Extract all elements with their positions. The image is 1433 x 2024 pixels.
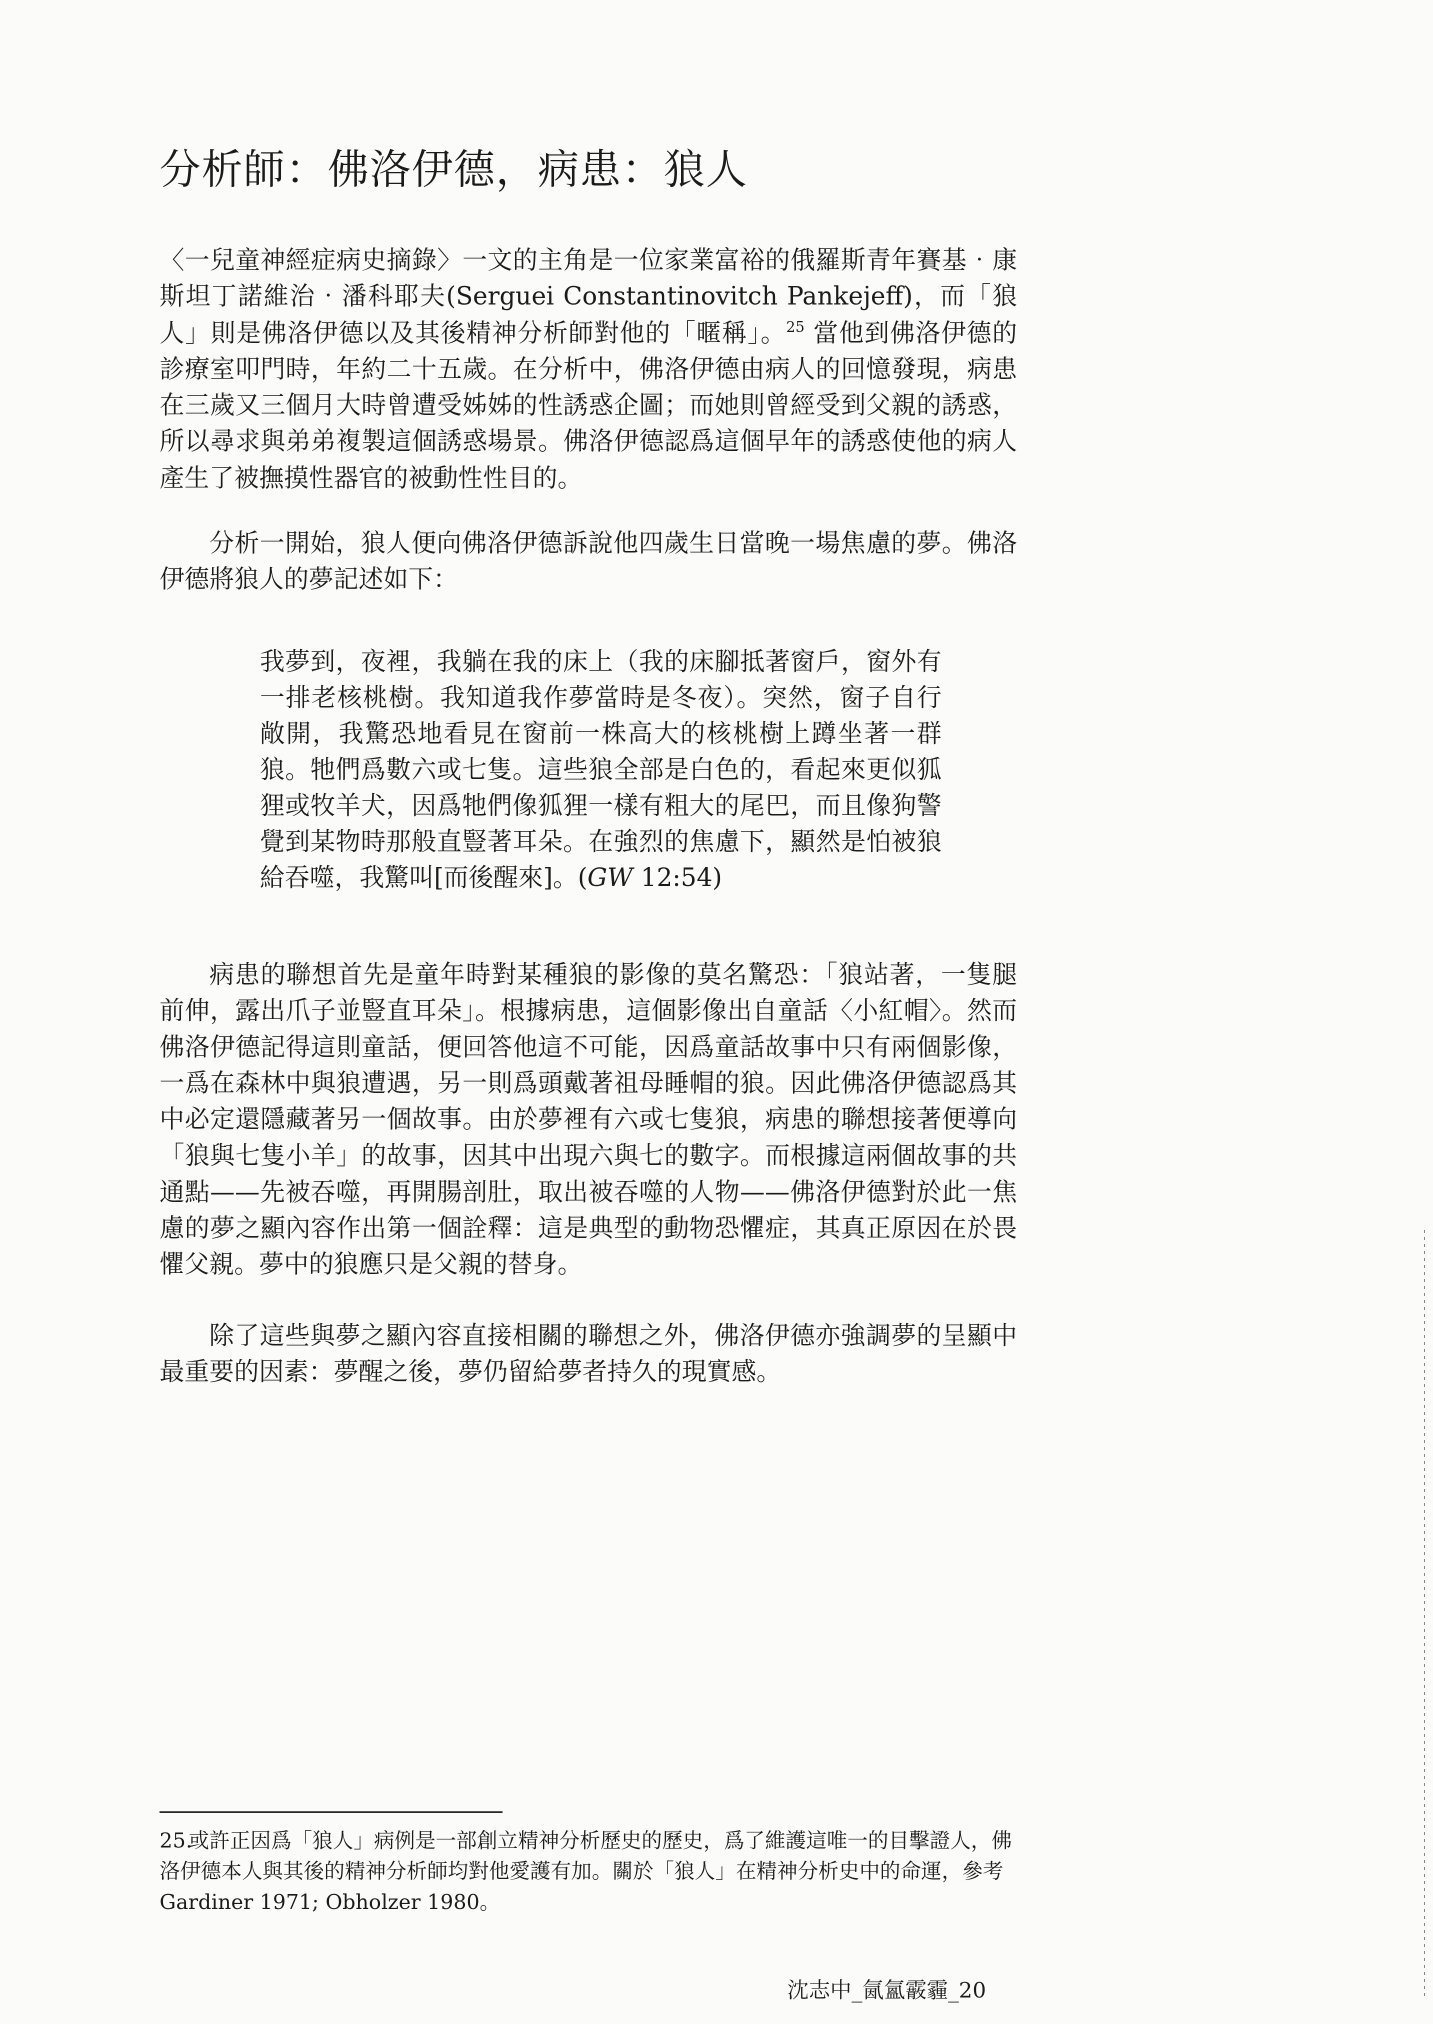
footnote-divider (160, 1811, 503, 1813)
block-quote (260, 643, 942, 895)
page-footer: 沈志中_氤氳霰霾_20 (787, 1977, 987, 2003)
scan-edge-mark (1424, 1230, 1425, 2000)
paragraph-1 (160, 242, 1018, 496)
quote-source-page: 12:54) (632, 862, 723, 892)
quote-text: 我夢到，夜裡，我躺在我的床上（我的床腳抵著窗戶，窗外有一排老核桃樹。我知道我作夢當時是冬夜）。突然，窗子自行敞開，我驚恐地看見在窗前一株高大的核桃樹上蹲坐著一群狼。牠們爲數六或七隻。這些狼全部是白色的，看起來更似狐狸或牧羊犬，因爲牠們像狐狸一樣有粗大的尾巴，而且像狗警覺到某物時那般直豎著耳朵。在強烈的焦慮下，顯然是怕被狼給吞噬，我驚叫[而後醒來]。( (259, 646, 942, 892)
quote-source-abbrev: GW (587, 862, 633, 892)
paragraph-4: 除了這些與夢之顯內容直接相關的聯想之外，佛洛伊德亦強調夢的呈顯中最重要的因素：夢醒之後，夢仍留給夢者持久的現實感。 (159, 1320, 1018, 1387)
footnote-text: 或許正因爲「狼人」病例是一部創立精神分析歷史的歷史，爲了維護這唯一的目擊證人，佛洛伊德本人與其後的精神分析師均對他愛護有加。關於「狼人」在精神分析史中的命運，參考 Gardiner 1971; Obholzer 1980。 (159, 1828, 1012, 1915)
section-title: 分析師：佛洛伊德，病患：狼人 (159, 145, 748, 194)
paragraph-1-text-b: 當他到佛洛伊德的診療室叩門時，年約二十五歲。在分析中，佛洛伊德由病人的回憶發現，病患在三歲又三個月大時曾遭受姊姊的性誘惑企圖；而她則曾經受到父親的誘惑，所以尋求與弟弟複製這個誘惑場景。佛洛伊德認爲這個早年的誘惑使他的病人產生了被撫摸性器官的被動性性目的。 (159, 317, 1018, 493)
footnote (160, 1825, 1018, 1918)
footnote-number: 25. (159, 1828, 193, 1853)
paragraph-2: 分析一開始，狼人便向佛洛伊德訴說他四歲生日當晚一場焦慮的夢。佛洛伊德將狼人的夢記述如下： (159, 528, 1018, 594)
paragraph-1-text-a: 〈一兒童神經症病史摘錄〉一文的主角是一位家業富裕的俄羅斯青年賽基‧康斯坦丁諾維治‧潘科耶夫(Serguei Constantinovitch Pankejeff)，而「狼人」則是佛洛伊德以及其後精神分析師對他的「暱稱」。 (159, 245, 1018, 347)
paragraph-3: 病患的聯想首先是童年時對某種狼的影像的莫名驚恐：「狼站著，一隻腿前伸，露出爪子並豎直耳朵」。根據病患，這個影像出自童話〈小紅帽〉。然而佛洛伊德記得這則童話，便回答他這不可能，因爲童話故事中只有兩個影像，一爲在森林中與狼遭遇，另一則爲頭戴著祖母睡帽的狼。因此佛洛伊德認爲其中必定還隱藏著另一個故事。由於夢裡有六或七隻狼，病患的聯想接著便導向「狼與七隻小羊」的故事，因其中出現六與七的數字。而根據這兩個故事的共通點——先被吞噬，再開腸剖肚，取出被吞噬的人物——佛洛伊德對於此一焦慮的夢之顯內容作出第一個詮釋：這是典型的動物恐懼症，其真正原因在於畏懼父親。夢中的狼應只是父親的替身。 (159, 959, 1018, 1280)
footnote-reference[interactable]: 25 (786, 318, 805, 337)
